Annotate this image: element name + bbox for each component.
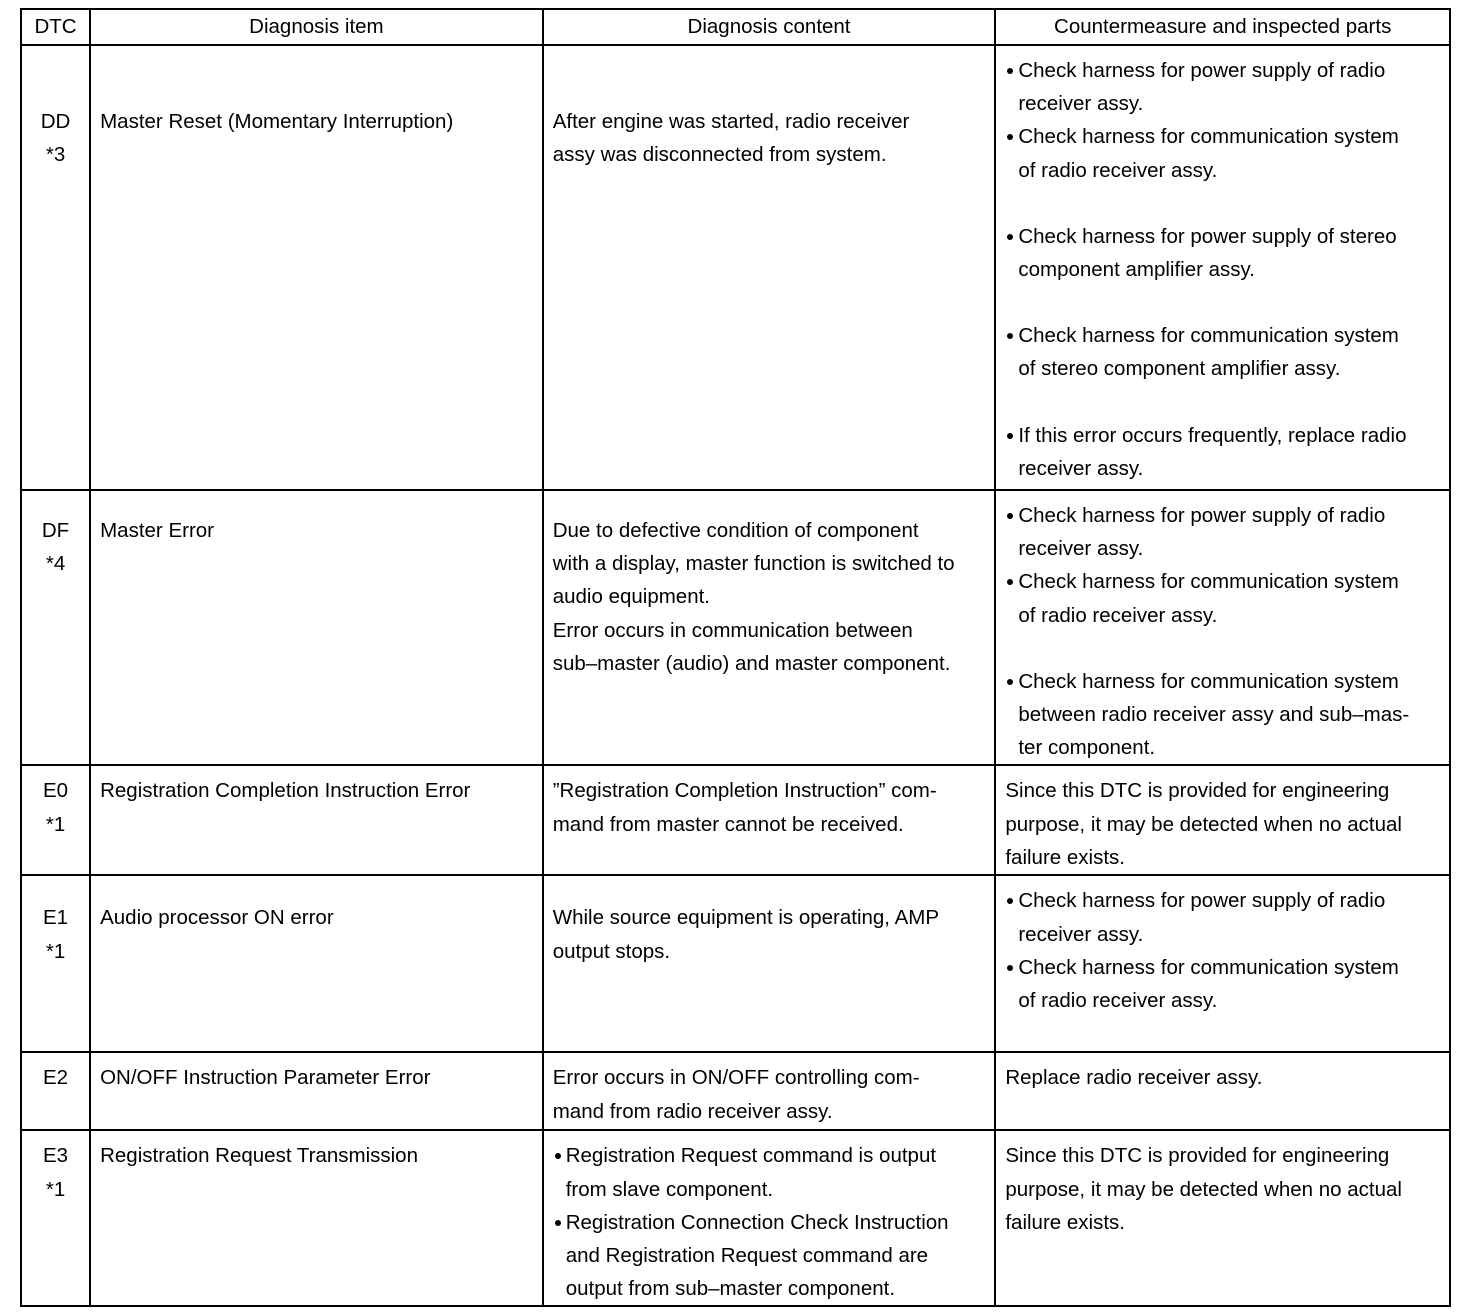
measure-line: Replace radio receiver assy. — [1005, 1066, 1263, 1090]
dtc-cell — [21, 875, 90, 1052]
measure-bullet — [1005, 665, 1441, 765]
content-bullet — [553, 1139, 987, 1205]
content-line: While source equipment is operating, AMP — [552, 906, 939, 930]
diagnosis-item-text: ON/OFF Instruction Parameter Error — [100, 1066, 431, 1090]
measure-line: purpose, it may be detected when no actual — [1005, 1177, 1402, 1201]
header-dtc: DTC — [21, 9, 90, 45]
measure-line: receiver assy. — [1018, 92, 1144, 116]
dtc-note: *1 — [45, 1177, 66, 1201]
dtc-code: DD — [40, 110, 71, 133]
table-row — [21, 1130, 1450, 1306]
table-row — [21, 490, 1450, 765]
content-line: Error occurs in ON/OFF controlling com- — [552, 1066, 920, 1090]
content-line: sub–master (audio) and master component. — [552, 651, 951, 675]
diagnosis-item-text: Master Reset (Momentary Interruption) — [100, 110, 454, 133]
measure-line: Check harness for communication system — [1018, 570, 1399, 594]
measure-line: of radio receiver assy. — [1018, 603, 1218, 627]
countermeasure — [995, 45, 1450, 490]
dtc-code: E3 — [43, 1144, 69, 1168]
measure-line: Check harness for communication system — [1018, 669, 1399, 693]
header-diagnosis-content: Diagnosis content — [543, 9, 996, 45]
measure-bullet — [1005, 499, 1441, 565]
measure-line: receiver assy. — [1018, 456, 1144, 480]
dtc-cell — [21, 765, 90, 875]
content-line: with a display, master function is switched to — [552, 552, 955, 576]
diagnosis-content — [543, 1052, 996, 1130]
diagnosis-content — [543, 45, 996, 490]
measure-line: Check harness for power supply of stereo — [1018, 224, 1397, 248]
dtc-code: E2 — [43, 1066, 69, 1090]
content-line: After engine was started, radio receiver — [552, 110, 910, 133]
dtc-note: *3 — [45, 143, 66, 167]
diagnosis-item-text: Registration Request Transmission — [100, 1144, 418, 1168]
diagnosis-item — [90, 490, 543, 765]
content-line: ”Registration Completion Instruction” com- — [552, 779, 937, 803]
diagnosis-content — [543, 490, 996, 765]
content-line: assy was disconnected from system. — [552, 143, 887, 167]
table-row — [21, 45, 1450, 490]
countermeasure — [995, 765, 1450, 875]
dtc-note: *1 — [45, 939, 66, 963]
measure-line: Check harness for communication system — [1018, 955, 1399, 979]
dtc-cell — [21, 45, 90, 490]
measure-line: If this error occurs frequently, replace radio — [1018, 423, 1407, 447]
countermeasure — [995, 490, 1450, 765]
content-line: Due to defective condition of component — [552, 519, 919, 542]
dtc-cell — [21, 1052, 90, 1130]
header-row — [21, 9, 1450, 45]
measure-bullet — [1005, 120, 1441, 186]
measure-line: component amplifier assy. — [1018, 258, 1255, 282]
diagnosis-item — [90, 875, 543, 1052]
dtc-code: E0 — [43, 779, 69, 803]
content-line: Error occurs in communication between — [552, 618, 913, 642]
diagnosis-content — [543, 875, 996, 1052]
measure-line: purpose, it may be detected when no actual — [1005, 812, 1402, 836]
diagnosis-content — [543, 1130, 996, 1306]
measure-bullet — [1005, 419, 1441, 485]
measure-line: Check harness for power supply of radio — [1018, 59, 1386, 82]
content-line: Registration Connection Check Instruction — [565, 1210, 949, 1234]
diagnosis-item-text: Registration Completion Instruction Error — [100, 779, 471, 803]
countermeasure — [995, 1130, 1450, 1306]
dtc-note: *4 — [45, 552, 66, 576]
measure-bullet — [1005, 884, 1441, 950]
dtc-cell — [21, 490, 90, 765]
dtc-cell — [21, 1130, 90, 1306]
measure-line: failure exists. — [1005, 845, 1125, 869]
measure-line: Since this DTC is provided for engineering — [1005, 1144, 1390, 1168]
measure-bullet — [1005, 220, 1441, 286]
header-countermeasure: Countermeasure and inspected parts — [995, 9, 1450, 45]
measure-line: Check harness for communication system — [1018, 324, 1399, 348]
measure-line: Check harness for communication system — [1018, 125, 1399, 149]
measure-bullet — [1005, 565, 1441, 631]
measure-line: of stereo component amplifier assy. — [1018, 357, 1341, 381]
measure-bullet — [1005, 951, 1441, 1017]
diagnosis-item — [90, 1130, 543, 1306]
content-line: output stops. — [552, 939, 671, 963]
diagnosis-item-text: Master Error — [100, 519, 214, 542]
measure-line: Since this DTC is provided for engineering — [1005, 779, 1390, 803]
measure-line: between radio receiver assy and sub–mas- — [1018, 703, 1410, 727]
measure-line: failure exists. — [1005, 1210, 1125, 1234]
content-line: from slave component. — [565, 1177, 774, 1201]
measure-line: Check harness for power supply of radio — [1018, 889, 1386, 913]
measure-line: ter component. — [1018, 736, 1156, 760]
measure-line: receiver assy. — [1018, 537, 1144, 561]
countermeasure — [995, 875, 1450, 1052]
measure-bullet — [1005, 319, 1441, 385]
content-line: audio equipment. — [552, 585, 711, 609]
measure-bullet — [1005, 54, 1441, 120]
measure-line: of radio receiver assy. — [1018, 989, 1218, 1013]
content-line: and Registration Request command are — [565, 1244, 929, 1268]
diagnosis-item — [90, 1052, 543, 1130]
dtc-code: DF — [41, 519, 70, 542]
content-line: output from sub–master component. — [565, 1277, 896, 1301]
diagnosis-content — [543, 765, 996, 875]
measure-line: Check harness for power supply of radio — [1018, 504, 1386, 527]
dtc-table — [20, 8, 1451, 1307]
table-row — [21, 1052, 1450, 1130]
header-diagnosis-item: Diagnosis item — [90, 9, 543, 45]
content-line: mand from radio receiver assy. — [552, 1099, 833, 1123]
content-bullet — [553, 1206, 987, 1306]
measure-line: receiver assy. — [1018, 922, 1144, 946]
measure-line: of radio receiver assy. — [1018, 158, 1218, 182]
table-row — [21, 875, 1450, 1052]
countermeasure — [995, 1052, 1450, 1130]
diagnosis-item-text: Audio processor ON error — [100, 906, 334, 930]
dtc-code: E1 — [43, 906, 69, 930]
content-line: mand from master cannot be received. — [552, 812, 904, 836]
table-row — [21, 765, 1450, 875]
content-line: Registration Request command is output — [565, 1144, 937, 1168]
diagnosis-item — [90, 45, 543, 490]
dtc-note: *1 — [45, 812, 66, 836]
diagnosis-item — [90, 765, 543, 875]
